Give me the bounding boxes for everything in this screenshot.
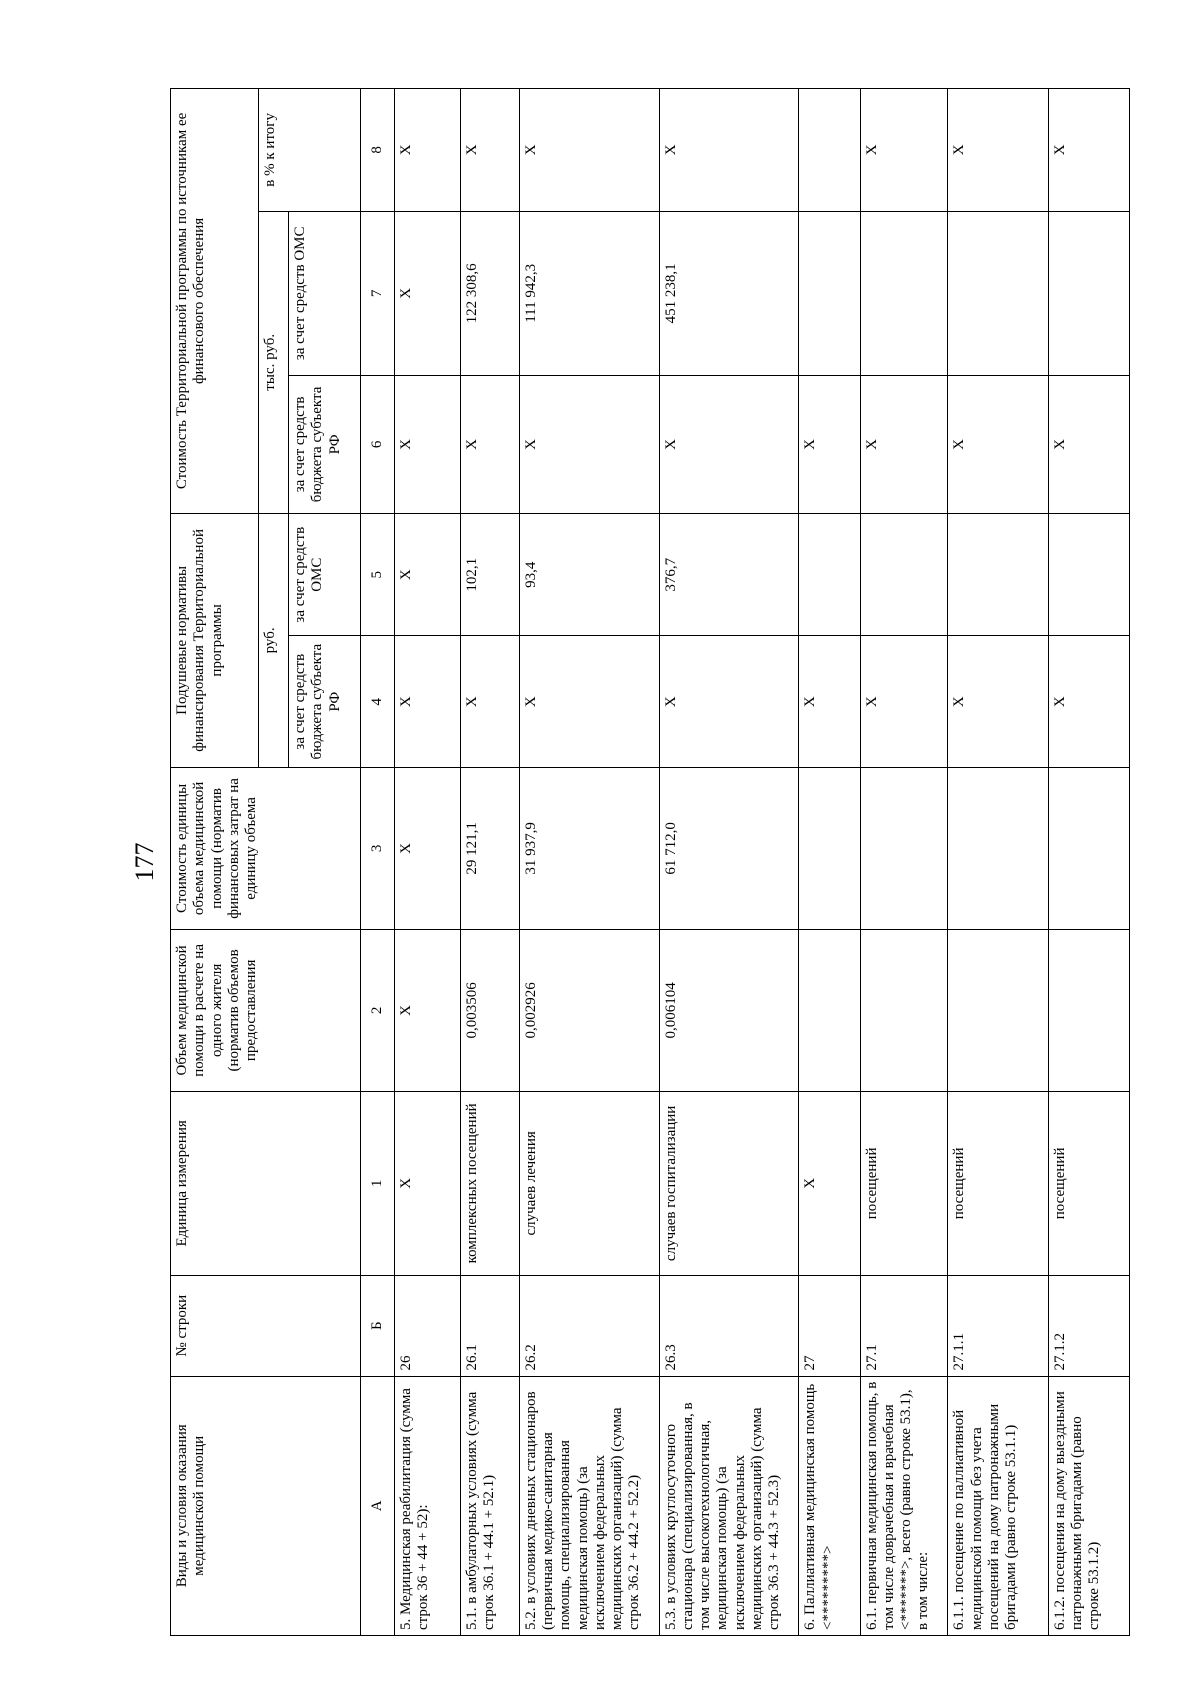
row-name: 6.1.1. посещение по паллиативной медицинской помощи без учета посещений на дому патронажными бригадами (равно строке 53.1.1) — [948, 1376, 1049, 1635]
row-volume — [1048, 929, 1129, 1091]
row-norm-budget: Х — [799, 636, 860, 767]
header-col-a: Виды и условия оказания медицинской помощи — [171, 1376, 361, 1635]
row-unit-cost: 61 712,0 — [659, 767, 799, 929]
row-cost-oms — [860, 211, 948, 375]
row-volume: Х — [395, 929, 461, 1091]
rotated-table-container — [170, 88, 1130, 1636]
row-cost-oms: 451 238,1 — [659, 211, 799, 375]
row-cost-oms — [948, 211, 1049, 375]
row-norm-budget: Х — [1048, 636, 1129, 767]
row-unit: Х — [395, 1091, 461, 1275]
row-name: 6.1.2. посещения на дому выездными патронажными бригадами (равно строке 53.1.2) — [1048, 1376, 1129, 1635]
header-group-norm: Подушевые нормативы финансирования Территориальной программы — [171, 513, 259, 767]
row-norm-oms — [948, 513, 1049, 636]
header-group-cost-unit: тыс. руб. — [259, 211, 289, 513]
header-col-7: за счет средств ОМС — [289, 211, 361, 375]
table-row — [799, 89, 860, 1636]
row-name: 5. Медицинская реабилитация (сумма строк 36 + 44 + 52): — [395, 1376, 461, 1635]
row-unit-cost — [1048, 767, 1129, 929]
index-cell: 3 — [361, 767, 395, 929]
row-line: 27.1.1 — [948, 1275, 1049, 1376]
row-norm-oms: 93,4 — [519, 513, 659, 636]
row-unit: Х — [799, 1091, 860, 1275]
row-unit: комплексных посещений — [460, 1091, 519, 1275]
row-volume: 0,002926 — [519, 929, 659, 1091]
row-unit: случаев госпитализации — [659, 1091, 799, 1275]
index-cell: 6 — [361, 375, 395, 513]
row-name: 5.2. в условиях дневных стационаров (первичная медико-санитарная помощь, специализированная медицинская помощь) (за исключением федеральных медицинских организаций) (сумма строк 36.2 + 44.2 + 52.2) — [519, 1376, 659, 1635]
table-row — [659, 89, 799, 1636]
row-cost-budget: Х — [1048, 375, 1129, 513]
header-col-1: Единица измерения — [171, 1091, 361, 1275]
row-unit: посещений — [1048, 1091, 1129, 1275]
row-cost-budget: Х — [395, 375, 461, 513]
table-row — [519, 89, 659, 1636]
header-col-8: в % к итогу — [259, 89, 361, 212]
index-cell: 8 — [361, 89, 395, 212]
row-norm-oms: 376,7 — [659, 513, 799, 636]
row-volume — [799, 929, 860, 1091]
row-name: 6.1. первичная медицинская помощь, в том числе доврачебная и врачебная <*******>, всего (равно строке 53.1), в том числе: — [860, 1376, 948, 1635]
header-col-4: за счет средств бюджета субъекта РФ — [289, 636, 361, 767]
row-norm-budget: Х — [948, 636, 1049, 767]
header-col-6: за счет средств бюджета субъекта РФ — [289, 375, 361, 513]
row-volume — [860, 929, 948, 1091]
row-cost-budget: Х — [799, 375, 860, 513]
row-norm-budget: Х — [519, 636, 659, 767]
row-pct: Х — [395, 89, 461, 212]
row-cost-oms — [1048, 211, 1129, 375]
row-cost-oms: 122 308,6 — [460, 211, 519, 375]
row-name: 6. Паллиативная медицинская помощь <*********> — [799, 1376, 860, 1635]
index-cell: 1 — [361, 1091, 395, 1275]
row-cost-budget: Х — [519, 375, 659, 513]
row-norm-oms — [1048, 513, 1129, 636]
row-cost-budget: Х — [460, 375, 519, 513]
row-norm-oms — [799, 513, 860, 636]
row-unit-cost — [799, 767, 860, 929]
row-name: 5.1. в амбулаторных условиях (сумма строк 36.1 + 44.1 + 52.1) — [460, 1376, 519, 1635]
row-pct: Х — [948, 89, 1049, 212]
row-line: 26 — [395, 1275, 461, 1376]
row-norm-budget: Х — [460, 636, 519, 767]
index-cell: Б — [361, 1275, 395, 1376]
row-pct: Х — [1048, 89, 1129, 212]
row-unit-cost — [860, 767, 948, 929]
row-unit: посещений — [860, 1091, 948, 1275]
row-cost-oms: Х — [395, 211, 461, 375]
header-col-b: № строки — [171, 1275, 361, 1376]
row-norm-budget: Х — [860, 636, 948, 767]
row-cost-oms: 111 942,3 — [519, 211, 659, 375]
table-row — [395, 89, 461, 1636]
header-col-3: Стоимость единицы объема медицинской помощи (норматив финансовых затрат на единицу объема — [171, 767, 361, 929]
row-pct: Х — [460, 89, 519, 212]
row-volume — [948, 929, 1049, 1091]
row-line: 26.3 — [659, 1275, 799, 1376]
row-line: 27.1.2 — [1048, 1275, 1129, 1376]
row-unit-cost — [948, 767, 1049, 929]
row-pct: Х — [659, 89, 799, 212]
index-cell: 5 — [361, 513, 395, 636]
row-line: 26.1 — [460, 1275, 519, 1376]
row-pct: Х — [860, 89, 948, 212]
table-row — [1048, 89, 1129, 1636]
index-cell: 2 — [361, 929, 395, 1091]
row-norm-oms: 102,1 — [460, 513, 519, 636]
row-unit-cost: 29 121,1 — [460, 767, 519, 929]
row-volume: 0,006104 — [659, 929, 799, 1091]
table-row — [460, 89, 519, 1636]
row-line: 27 — [799, 1275, 860, 1376]
row-norm-oms: Х — [395, 513, 461, 636]
row-volume: 0,003506 — [460, 929, 519, 1091]
row-norm-oms — [860, 513, 948, 636]
row-cost-budget: Х — [659, 375, 799, 513]
header-col-5: за счет средств ОМС — [289, 513, 361, 636]
header-group-cost: Стоимость Территориальной программы по источникам ее финансового обеспечения — [171, 89, 259, 514]
row-unit: посещений — [948, 1091, 1049, 1275]
row-cost-oms — [799, 211, 860, 375]
header-group-norm-unit: руб. — [259, 513, 289, 767]
table-row — [948, 89, 1049, 1636]
row-pct — [799, 89, 860, 212]
index-cell: 4 — [361, 636, 395, 767]
row-unit-cost: 31 937,9 — [519, 767, 659, 929]
row-unit-cost: Х — [395, 767, 461, 929]
header-col-2: Объем медицинской помощи в расчете на одного жителя (норматив объемов предоставления — [171, 929, 361, 1091]
index-row — [361, 89, 395, 1636]
row-line: 27.1 — [860, 1275, 948, 1376]
row-name: 5.3. в условиях круглосуточного стационара (специализированная, в том числе высокотехнологичная, медицинская помощь) (за исключением федеральных медицинских организаций) (сумма строк 36.3 + 44.3 + 52.3) — [659, 1376, 799, 1635]
row-cost-budget: Х — [948, 375, 1049, 513]
row-line: 26.2 — [519, 1275, 659, 1376]
row-norm-budget: Х — [659, 636, 799, 767]
medical-care-table — [170, 88, 1130, 1636]
page-number: 177 — [130, 842, 159, 882]
table-row — [860, 89, 948, 1636]
row-norm-budget: Х — [395, 636, 461, 767]
row-cost-budget: Х — [860, 375, 948, 513]
index-cell: А — [361, 1376, 395, 1635]
index-cell: 7 — [361, 211, 395, 375]
row-unit: случаев лечения — [519, 1091, 659, 1275]
row-pct: Х — [519, 89, 659, 212]
